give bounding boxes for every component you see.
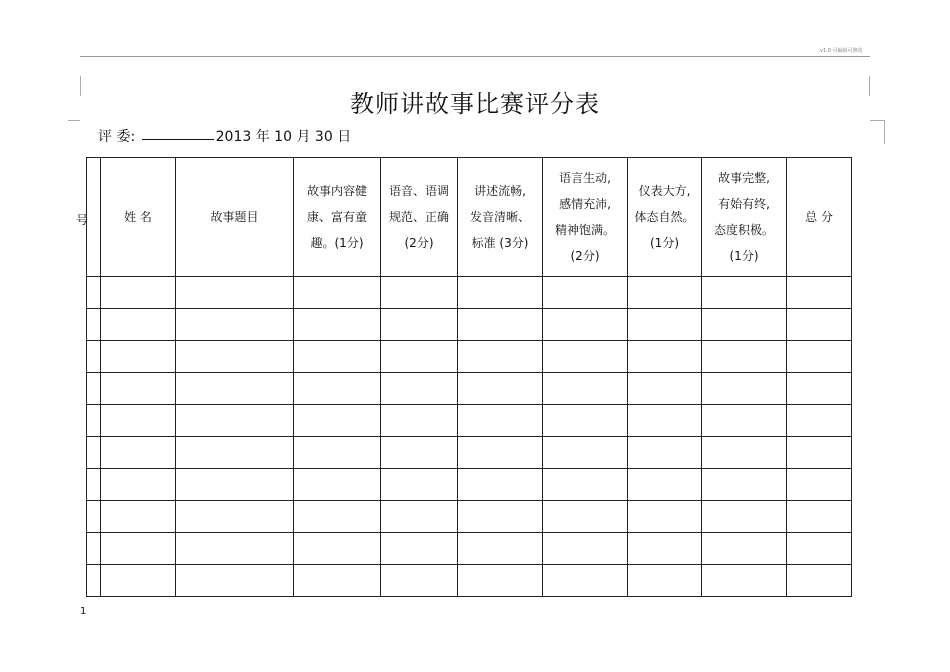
column-header-line: 讲述流畅,: [474, 184, 526, 198]
score-cell[interactable]: [458, 533, 543, 565]
score-cell[interactable]: [543, 373, 628, 405]
score-cell[interactable]: [628, 533, 702, 565]
score-cell[interactable]: [294, 565, 381, 597]
table-row: [87, 405, 852, 437]
score-cell[interactable]: [787, 277, 852, 309]
score-cell[interactable]: [458, 341, 543, 373]
page-number: 1: [80, 606, 87, 617]
column-header-line: 体态自然。: [634, 210, 695, 224]
judge-month: 10: [274, 129, 292, 145]
score-cell[interactable]: [176, 277, 294, 309]
score-cell[interactable]: [628, 565, 702, 597]
score-cell[interactable]: [628, 277, 702, 309]
column-header: [176, 158, 294, 277]
column-header-line: 趣。(1分): [310, 236, 364, 250]
score-cell[interactable]: [702, 309, 787, 341]
judge-name-blank[interactable]: [142, 127, 214, 140]
score-cell[interactable]: [101, 437, 176, 469]
score-cell[interactable]: [101, 309, 176, 341]
column-header: [787, 158, 852, 277]
score-cell[interactable]: [543, 437, 628, 469]
score-cell[interactable]: [787, 373, 852, 405]
column-header-line: 康、富有童: [306, 210, 367, 224]
table-row: [87, 469, 852, 501]
score-cell[interactable]: [101, 373, 176, 405]
score-cell[interactable]: [87, 309, 101, 341]
score-cell[interactable]: [458, 469, 543, 501]
number-column-label: 号: [76, 213, 89, 227]
column-header-line: 感情充沛,: [559, 197, 611, 211]
column-header-line: (1分): [729, 249, 759, 263]
score-cell[interactable]: [294, 309, 381, 341]
version-tag: v1.0 可编辑可修改: [820, 48, 863, 54]
column-header-line: (2分): [404, 236, 434, 250]
column-header-line: (1分): [650, 236, 679, 250]
score-cell[interactable]: [543, 309, 628, 341]
score-cell[interactable]: [787, 309, 852, 341]
score-cell[interactable]: [381, 565, 458, 597]
judge-year: 2013: [215, 129, 252, 145]
score-cell[interactable]: [101, 533, 176, 565]
column-header-line: 总 分: [805, 210, 833, 224]
score-cell[interactable]: [381, 341, 458, 373]
score-cell[interactable]: [702, 405, 787, 437]
score-cell[interactable]: [101, 469, 176, 501]
score-cell[interactable]: [87, 565, 101, 597]
score-cell[interactable]: [381, 277, 458, 309]
score-cell[interactable]: [381, 437, 458, 469]
table-row: [87, 501, 852, 533]
score-cell[interactable]: [87, 341, 101, 373]
column-header-line: (2分): [570, 249, 600, 263]
score-cell[interactable]: [543, 405, 628, 437]
score-cell[interactable]: [543, 533, 628, 565]
column-header-line: 规范、正确: [388, 210, 449, 224]
score-cell[interactable]: [628, 341, 702, 373]
score-cell[interactable]: [381, 533, 458, 565]
score-cell[interactable]: [628, 373, 702, 405]
table-row: [87, 437, 852, 469]
score-cell[interactable]: [702, 533, 787, 565]
score-cell[interactable]: [381, 373, 458, 405]
score-cell[interactable]: [87, 373, 101, 405]
score-cell[interactable]: [294, 533, 381, 565]
score-cell[interactable]: [176, 469, 294, 501]
score-cell[interactable]: [176, 309, 294, 341]
column-header: [87, 158, 101, 277]
score-cell[interactable]: [176, 437, 294, 469]
score-cell[interactable]: [543, 469, 628, 501]
column-header-line: 态度积极。: [713, 223, 774, 237]
table-row: [87, 373, 852, 405]
score-cell[interactable]: [787, 437, 852, 469]
column-header: [294, 158, 381, 277]
score-cell[interactable]: [101, 341, 176, 373]
score-cell[interactable]: [294, 341, 381, 373]
table-row: [87, 533, 852, 565]
score-cell[interactable]: [543, 341, 628, 373]
table-row: [87, 565, 852, 597]
column-header: [101, 158, 176, 277]
table-row: [87, 341, 852, 373]
score-cell[interactable]: [294, 277, 381, 309]
score-cell[interactable]: [787, 565, 852, 597]
column-header-line: 精神饱满。: [554, 223, 615, 237]
score-cell[interactable]: [458, 405, 543, 437]
day-unit: 日: [337, 129, 352, 145]
score-cell[interactable]: [628, 405, 702, 437]
score-cell[interactable]: [101, 501, 176, 533]
column-header-line: 姓 名: [124, 210, 152, 224]
score-cell[interactable]: [628, 469, 702, 501]
score-cell[interactable]: [101, 277, 176, 309]
score-cell[interactable]: [101, 405, 176, 437]
score-cell[interactable]: [787, 501, 852, 533]
scoring-table: [86, 157, 852, 597]
score-cell[interactable]: [381, 501, 458, 533]
column-header-line: 故事内容健: [306, 184, 367, 198]
score-cell[interactable]: [87, 501, 101, 533]
column-header-line: 有始有终,: [718, 197, 770, 211]
column-header-line: 仪表大方,: [638, 184, 691, 198]
score-cell[interactable]: [87, 277, 101, 309]
score-cell[interactable]: [787, 469, 852, 501]
crop-mark: [68, 120, 80, 122]
score-cell[interactable]: [543, 565, 628, 597]
column-header: [458, 158, 543, 277]
month-unit: 月: [296, 129, 311, 145]
score-cell[interactable]: [87, 405, 101, 437]
column-header-line: 发音清晰、: [469, 210, 530, 224]
score-cell[interactable]: [294, 469, 381, 501]
score-cell[interactable]: [628, 501, 702, 533]
score-cell[interactable]: [294, 405, 381, 437]
column-header: [381, 158, 458, 277]
score-cell[interactable]: [702, 469, 787, 501]
score-cell[interactable]: [543, 277, 628, 309]
column-header-line: 故事完整,: [718, 171, 770, 185]
column-header-line: 故事题目: [210, 210, 259, 224]
score-cell[interactable]: [702, 565, 787, 597]
score-cell[interactable]: [543, 501, 628, 533]
year-unit: 年: [255, 129, 270, 145]
table-header-row: [87, 158, 852, 277]
column-header: [628, 158, 702, 277]
score-cell[interactable]: [458, 373, 543, 405]
score-cell[interactable]: [702, 373, 787, 405]
score-cell[interactable]: [176, 533, 294, 565]
score-cell[interactable]: [702, 277, 787, 309]
score-cell[interactable]: [787, 533, 852, 565]
column-header-line: 语音、语调: [388, 184, 449, 198]
score-cell[interactable]: [101, 565, 176, 597]
score-cell[interactable]: [87, 469, 101, 501]
crop-mark: [884, 120, 886, 144]
score-cell[interactable]: [702, 501, 787, 533]
score-cell[interactable]: [381, 405, 458, 437]
score-cell[interactable]: [458, 309, 543, 341]
score-cell[interactable]: [381, 309, 458, 341]
score-cell[interactable]: [702, 437, 787, 469]
score-cell[interactable]: [787, 341, 852, 373]
score-cell[interactable]: [702, 341, 787, 373]
page-title: 教师讲故事比赛评分表: [350, 90, 600, 118]
score-cell[interactable]: [294, 373, 381, 405]
score-cell[interactable]: [87, 533, 101, 565]
crop-mark: [870, 120, 884, 122]
header-rule: [80, 56, 870, 57]
score-cell[interactable]: [176, 405, 294, 437]
column-header: [702, 158, 787, 277]
score-cell[interactable]: [176, 341, 294, 373]
score-cell[interactable]: [381, 469, 458, 501]
score-cell[interactable]: [458, 437, 543, 469]
score-cell[interactable]: [628, 309, 702, 341]
judge-date-line: [98, 126, 351, 146]
table-row: [87, 277, 852, 309]
score-cell[interactable]: [458, 501, 543, 533]
score-cell[interactable]: [458, 565, 543, 597]
score-cell[interactable]: [787, 405, 852, 437]
judge-label: 评 委:: [98, 129, 136, 145]
score-cell[interactable]: [294, 501, 381, 533]
score-cell[interactable]: [294, 437, 381, 469]
column-header-line: 语言生动,: [559, 171, 611, 185]
score-cell[interactable]: [176, 501, 294, 533]
column-header: [543, 158, 628, 277]
score-cell[interactable]: [628, 437, 702, 469]
judge-day: 30: [314, 129, 333, 145]
score-cell[interactable]: [176, 373, 294, 405]
score-cell[interactable]: [458, 277, 543, 309]
column-header-line: 标准 (3分): [471, 236, 529, 250]
table-row: [87, 309, 852, 341]
score-cell[interactable]: [87, 437, 101, 469]
score-cell[interactable]: [176, 565, 294, 597]
